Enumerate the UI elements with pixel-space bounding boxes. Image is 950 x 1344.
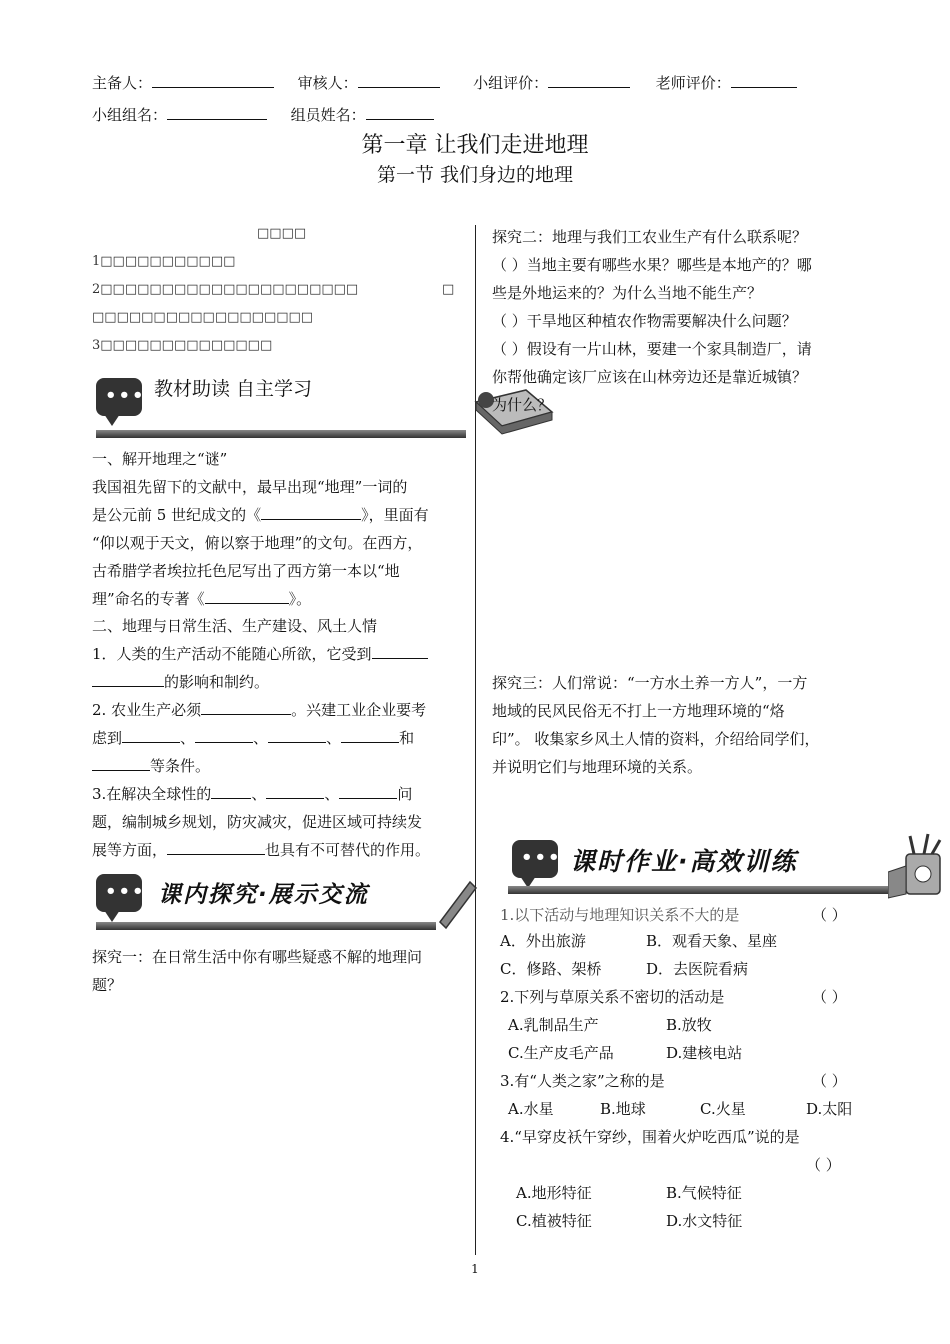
hw-q2-a[interactable]: A.乳制品生产 (508, 1016, 599, 1034)
part-one (92, 448, 462, 618)
group-eval-blank[interactable] (548, 72, 630, 88)
group-name-label: 小组组名： (92, 106, 168, 124)
q3-blank-d[interactable] (167, 839, 265, 855)
teacher-eval-blank[interactable] (731, 72, 797, 88)
chat-bubble-icon: ••• (96, 874, 142, 912)
explore-three-line-1: 探究三：人们常说：“一方水土养一方人”，一方 (492, 674, 808, 692)
banner-self-study (96, 372, 556, 442)
q3-blank-b[interactable] (266, 783, 324, 799)
objective-1: 1□□□□□□□□□□□ (92, 254, 236, 269)
explore-one (92, 946, 462, 1006)
part-two (92, 615, 462, 865)
explore-two-line-4: （ ）干旱地区种植农作物需要解决什么问题？ (492, 312, 797, 330)
hw-q1-a[interactable]: A．外出旅游 (500, 932, 586, 950)
part-one-heading: 一、解开地理之“谜” (92, 450, 228, 468)
reviewer-blank[interactable] (358, 72, 440, 88)
q2-blank-f[interactable] (92, 755, 150, 771)
q3-blank-c[interactable] (339, 783, 397, 799)
pen-icon (436, 878, 480, 932)
q1-blank-a[interactable] (372, 643, 428, 659)
q2-blank-c[interactable] (195, 727, 253, 743)
q2-blank-a[interactable] (201, 699, 291, 715)
part-two-heading: 二、地理与日常生活、生产建设、风土人情 (92, 617, 378, 635)
banner-homework-title: 课时作业·高效训练 (570, 847, 798, 876)
hw-q1-answer[interactable]: （ ） (812, 906, 847, 924)
part-two-q2-cont: 虑到 、 、 、 和 (92, 729, 415, 747)
hw-q4-answer[interactable]: （ ） (806, 1156, 841, 1174)
section-title: 第一节 我们身边的地理 (376, 164, 574, 186)
explore-three-line-2: 地域的民风民俗无不打上一方地理环境的“烙 (492, 702, 785, 720)
explore-two-line-5: （ ）假设有一片山林，要建一个家具制造厂，请 (492, 340, 812, 358)
part-one-line-2: 是公元前 5 世纪成文的《 》，里面有 (92, 506, 429, 524)
part-two-q2: 2. 农业生产必须 。兴建工业企业要考 (92, 701, 427, 719)
preparer-blank[interactable] (152, 72, 274, 88)
explore-three (492, 672, 862, 782)
hw-q2-d[interactable]: D.建核电站 (666, 1044, 743, 1062)
q3-blank-a[interactable] (211, 783, 251, 799)
hw-q3-b[interactable]: B.地球 (600, 1100, 646, 1118)
hw-q4-b[interactable]: B.气候特征 (666, 1184, 742, 1202)
part-one-line-5: 理”命名的专著《 》。 (92, 590, 312, 608)
explore-two-line-1: 探究二：地理与我们工农业生产有什么联系呢？ (492, 228, 808, 246)
banner-self-study-title: 教材助读 自主学习 (154, 378, 313, 400)
explore-two-line-2: （ ）当地主要有哪些水果？哪些是本地产的？哪 (492, 256, 812, 274)
hw-q1-b[interactable]: B．观看天象、星座 (646, 932, 778, 950)
page-number: 1 (471, 1262, 479, 1276)
objective-2-end: □ (442, 282, 455, 297)
hw-q2: 2.下列与草原关系不密切的活动是 (500, 988, 725, 1006)
explore-two (492, 226, 862, 426)
hw-q2-c[interactable]: C.生产皮毛产品 (508, 1044, 614, 1062)
hw-q3-c[interactable]: C.火星 (700, 1100, 746, 1118)
hw-q3-d[interactable]: D.太阳 (806, 1100, 853, 1118)
explore-two-line-7: 为什么？ (492, 396, 553, 414)
book-title-blank[interactable] (261, 504, 361, 520)
q2-blank-d[interactable] (268, 727, 326, 743)
objective-3: 3□□□□□□□□□□□□□□ (92, 338, 273, 353)
hw-q3-a[interactable]: A.水星 (508, 1100, 554, 1118)
objective-2-cont: □□□□□□□□□□□□□□□□□□ (92, 310, 314, 325)
hw-q1: 1.以下活动与地理知识关系不大的是 (500, 906, 740, 924)
hw-q2-b[interactable]: B.放牧 (666, 1016, 712, 1034)
hw-q4-a[interactable]: A.地形特征 (516, 1184, 592, 1202)
group-name-blank[interactable] (167, 104, 267, 120)
hw-q1-d[interactable]: D．去医院看病 (646, 960, 749, 978)
hw-q4: 4.“早穿皮袄午穿纱，围着火炉吃西瓜”说的是 (500, 1128, 800, 1146)
part-two-q2-end: 等条件。 (92, 755, 210, 776)
explore-two-line-6: 你帮他确定该厂应该在山林旁边还是靠近城镇？ (492, 368, 808, 386)
part-two-q1: 1．人类的生产活动不能随心所欲，它受到 (92, 643, 428, 664)
banner-bar (96, 430, 466, 438)
homework-questions (500, 904, 870, 1234)
pencil-cup-icon (888, 832, 948, 906)
hw-q1-c[interactable]: C．修路、架桥 (500, 960, 602, 978)
explore-three-line-4: 并说明它们与地理环境的关系。 (492, 758, 703, 776)
explore-two-line-3: 些是外地运来的？为什么当地不能生产？ (492, 284, 763, 302)
banner-class-explore (96, 870, 476, 932)
q1-blank-b[interactable] (92, 671, 164, 687)
hw-q2-answer[interactable]: （ ） (812, 988, 847, 1006)
learning-objectives (92, 226, 462, 366)
chat-bubble-icon: ••• (512, 840, 558, 878)
hw-q4-c[interactable]: C.植被特征 (516, 1212, 592, 1230)
teacher-eval-label: 老师评价： (655, 74, 731, 92)
objectives-heading: □□□□ (257, 226, 307, 241)
header-row-2 (92, 104, 434, 125)
explore-one-line-2: 题？ (92, 976, 123, 994)
hw-q4-d[interactable]: D.水文特征 (666, 1212, 743, 1230)
hw-q3: 3.有“人类之家”之称的是 (500, 1072, 665, 1090)
header-row-1 (92, 72, 797, 93)
hw-q3-answer[interactable]: （ ） (812, 1072, 847, 1090)
western-book-blank[interactable] (205, 588, 289, 604)
group-eval-label: 小组评价： (473, 74, 549, 92)
member-blank[interactable] (366, 104, 434, 120)
part-one-line-3: “仰以观于天文，俯以察于地理”的文句。在西方， (92, 534, 423, 552)
banner-bar (96, 922, 436, 930)
objective-2: 2□□□□□□□□□□□□□□□□□□□□□ (92, 282, 359, 297)
part-two-q3-cont: 题，编制城乡规划，防灾减灾，促进区域可持续发 (92, 813, 423, 831)
banner-class-explore-title: 课内探究·展示交流 (158, 882, 369, 908)
q2-blank-e[interactable] (341, 727, 399, 743)
member-label: 组员姓名： (290, 106, 366, 124)
chat-bubble-icon: ••• (96, 378, 142, 416)
part-two-q3-end: 展等方面， 也具有不可替代的作用。 (92, 841, 431, 859)
part-one-line-4: 古希腊学者埃拉托色尼写出了西方第一本以“地 (92, 562, 400, 580)
banner-homework (508, 832, 948, 906)
reviewer-label: 审核人： (297, 74, 358, 92)
banner-bar (508, 886, 898, 894)
chapter-title: 第一章 让我们走进地理 (361, 133, 589, 158)
explore-one-line-1: 探究一：在日常生活中你有哪些疑惑不解的地理问 (92, 948, 423, 966)
explore-three-line-3: 印”。 收集家乡风土人情的资料，介绍给同学们， (492, 730, 820, 748)
part-two-q1-cont: 的影响和制约。 (92, 671, 269, 692)
part-two-q3: 3.在解决全球性的 、 、 问 (92, 785, 413, 803)
q2-blank-b[interactable] (122, 727, 180, 743)
preparer-label: 主备人： (92, 74, 153, 92)
part-one-line-1: 我国祖先留下的文献中，最早出现“地理”一词的 (92, 478, 408, 496)
